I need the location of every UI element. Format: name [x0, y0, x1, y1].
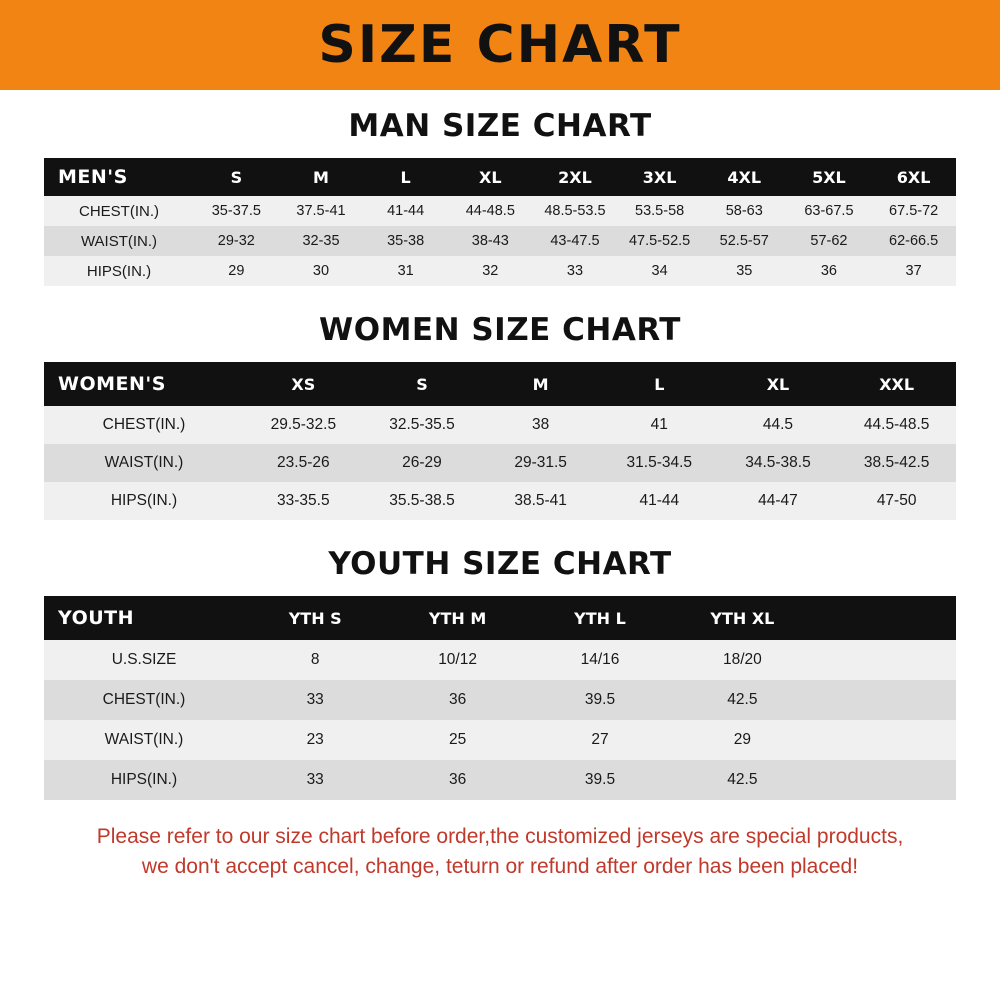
men-cell: 63-67.5	[787, 196, 872, 226]
men-cell: 36	[787, 256, 872, 286]
men-row-label: HIPS(IN.)	[44, 256, 194, 286]
men-cell: 57-62	[787, 226, 872, 256]
men-cell: 62-66.5	[871, 226, 956, 256]
men-section-title: MAN SIZE CHART	[348, 108, 652, 144]
women-cell: 41	[600, 406, 719, 444]
men-cell: 32	[448, 256, 533, 286]
women-cell: 38.5-42.5	[837, 444, 956, 482]
men-row-label: WAIST(IN.)	[44, 226, 194, 256]
women-cell: 29.5-32.5	[244, 406, 363, 444]
youth-cell: 27	[529, 720, 671, 760]
men-header-cell: 4XL	[702, 158, 787, 196]
youth-table-wrap	[44, 596, 956, 800]
youth-cell: 36	[386, 680, 528, 720]
youth-cell: 29	[671, 720, 813, 760]
youth-cell-spacer	[814, 760, 956, 800]
men-cell: 58-63	[702, 196, 787, 226]
men-size-table	[44, 158, 956, 286]
youth-row-label: HIPS(IN.)	[44, 760, 244, 800]
youth-row-label: U.S.SIZE	[44, 640, 244, 680]
women-table-wrap	[44, 362, 956, 520]
youth-cell: 10/12	[386, 640, 528, 680]
men-header-cell: 6XL	[871, 158, 956, 196]
men-cell: 52.5-57	[702, 226, 787, 256]
women-cell: 29-31.5	[481, 444, 600, 482]
women-section-title: WOMEN SIZE CHART	[319, 312, 681, 348]
men-cell: 29-32	[194, 226, 279, 256]
men-cell: 34	[617, 256, 702, 286]
footer-note-line-1: Please refer to our size chart before order,the customized jerseys are special products,	[96, 825, 904, 848]
men-cell: 29	[194, 256, 279, 286]
youth-table-header-row	[44, 596, 956, 640]
women-header-cell: XXL	[837, 362, 956, 406]
women-cell: 33-35.5	[244, 482, 363, 520]
women-cell: 44-47	[719, 482, 838, 520]
men-cell: 33	[533, 256, 618, 286]
women-row-label: CHEST(IN.)	[44, 406, 244, 444]
men-header-cell: 3XL	[617, 158, 702, 196]
men-cell: 48.5-53.5	[533, 196, 618, 226]
table-row	[44, 256, 956, 286]
women-header-cell: XS	[244, 362, 363, 406]
men-cell: 37	[871, 256, 956, 286]
youth-size-table	[44, 596, 956, 800]
table-row	[44, 444, 956, 482]
men-row-label: CHEST(IN.)	[44, 196, 194, 226]
women-cell: 31.5-34.5	[600, 444, 719, 482]
women-cell: 35.5-38.5	[363, 482, 482, 520]
women-header-cell: M	[481, 362, 600, 406]
youth-cell: 18/20	[671, 640, 813, 680]
table-row	[44, 406, 956, 444]
men-cell: 43-47.5	[533, 226, 618, 256]
women-header-cell: WOMEN'S	[44, 362, 244, 406]
men-cell: 41-44	[363, 196, 448, 226]
men-header-cell: XL	[448, 158, 533, 196]
men-header-cell: M	[279, 158, 364, 196]
men-cell: 35	[702, 256, 787, 286]
men-header-cell: S	[194, 158, 279, 196]
youth-header-cell: YTH L	[529, 596, 671, 640]
youth-cell: 14/16	[529, 640, 671, 680]
men-cell: 37.5-41	[279, 196, 364, 226]
page-title: SIZE CHART	[318, 15, 682, 75]
men-header-cell: 2XL	[533, 158, 618, 196]
table-row	[44, 760, 956, 800]
women-cell: 26-29	[363, 444, 482, 482]
youth-header-cell: YOUTH	[44, 596, 244, 640]
youth-header-cell: YTH M	[386, 596, 528, 640]
men-cell: 30	[279, 256, 364, 286]
women-cell: 34.5-38.5	[719, 444, 838, 482]
table-row	[44, 680, 956, 720]
women-cell: 41-44	[600, 482, 719, 520]
men-cell: 32-35	[279, 226, 364, 256]
women-cell: 32.5-35.5	[363, 406, 482, 444]
men-cell: 31	[363, 256, 448, 286]
men-table-header-row	[44, 158, 956, 196]
women-cell: 44.5-48.5	[837, 406, 956, 444]
men-table-wrap	[44, 158, 956, 286]
women-header-cell: XL	[719, 362, 838, 406]
youth-header-cell: YTH S	[244, 596, 386, 640]
youth-cell-spacer	[814, 640, 956, 680]
table-row	[44, 196, 956, 226]
youth-section-title: YOUTH SIZE CHART	[328, 546, 672, 582]
youth-cell: 39.5	[529, 760, 671, 800]
youth-cell: 25	[386, 720, 528, 760]
youth-cell: 36	[386, 760, 528, 800]
youth-cell: 23	[244, 720, 386, 760]
footer-note	[25, 822, 975, 883]
women-cell: 23.5-26	[244, 444, 363, 482]
women-table-header-row	[44, 362, 956, 406]
women-header-cell: S	[363, 362, 482, 406]
women-cell: 44.5	[719, 406, 838, 444]
youth-cell: 39.5	[529, 680, 671, 720]
table-row	[44, 720, 956, 760]
youth-row-label: WAIST(IN.)	[44, 720, 244, 760]
women-row-label: WAIST(IN.)	[44, 444, 244, 482]
youth-cell: 8	[244, 640, 386, 680]
table-row	[44, 482, 956, 520]
men-header-cell: 5XL	[787, 158, 872, 196]
youth-cell: 33	[244, 760, 386, 800]
youth-cell: 42.5	[671, 760, 813, 800]
women-cell: 38.5-41	[481, 482, 600, 520]
men-cell: 47.5-52.5	[617, 226, 702, 256]
women-row-label: HIPS(IN.)	[44, 482, 244, 520]
youth-cell: 42.5	[671, 680, 813, 720]
youth-header-cell: YTH XL	[671, 596, 813, 640]
youth-cell-spacer	[814, 720, 956, 760]
men-cell: 38-43	[448, 226, 533, 256]
header-banner	[0, 0, 1000, 90]
men-cell: 35-37.5	[194, 196, 279, 226]
men-header-cell: L	[363, 158, 448, 196]
men-cell: 53.5-58	[617, 196, 702, 226]
women-cell: 47-50	[837, 482, 956, 520]
youth-cell: 33	[244, 680, 386, 720]
men-cell: 67.5-72	[871, 196, 956, 226]
footer-note-line-2: we don't accept cancel, change, teturn or refund after order has been placed!	[141, 855, 859, 879]
women-header-cell: L	[600, 362, 719, 406]
youth-row-label: CHEST(IN.)	[44, 680, 244, 720]
table-row	[44, 640, 956, 680]
men-header-cell: MEN'S	[44, 158, 194, 196]
youth-header-spacer	[814, 596, 956, 640]
table-row	[44, 226, 956, 256]
youth-cell-spacer	[814, 680, 956, 720]
men-cell: 35-38	[363, 226, 448, 256]
women-cell: 38	[481, 406, 600, 444]
women-size-table	[44, 362, 956, 520]
men-cell: 44-48.5	[448, 196, 533, 226]
